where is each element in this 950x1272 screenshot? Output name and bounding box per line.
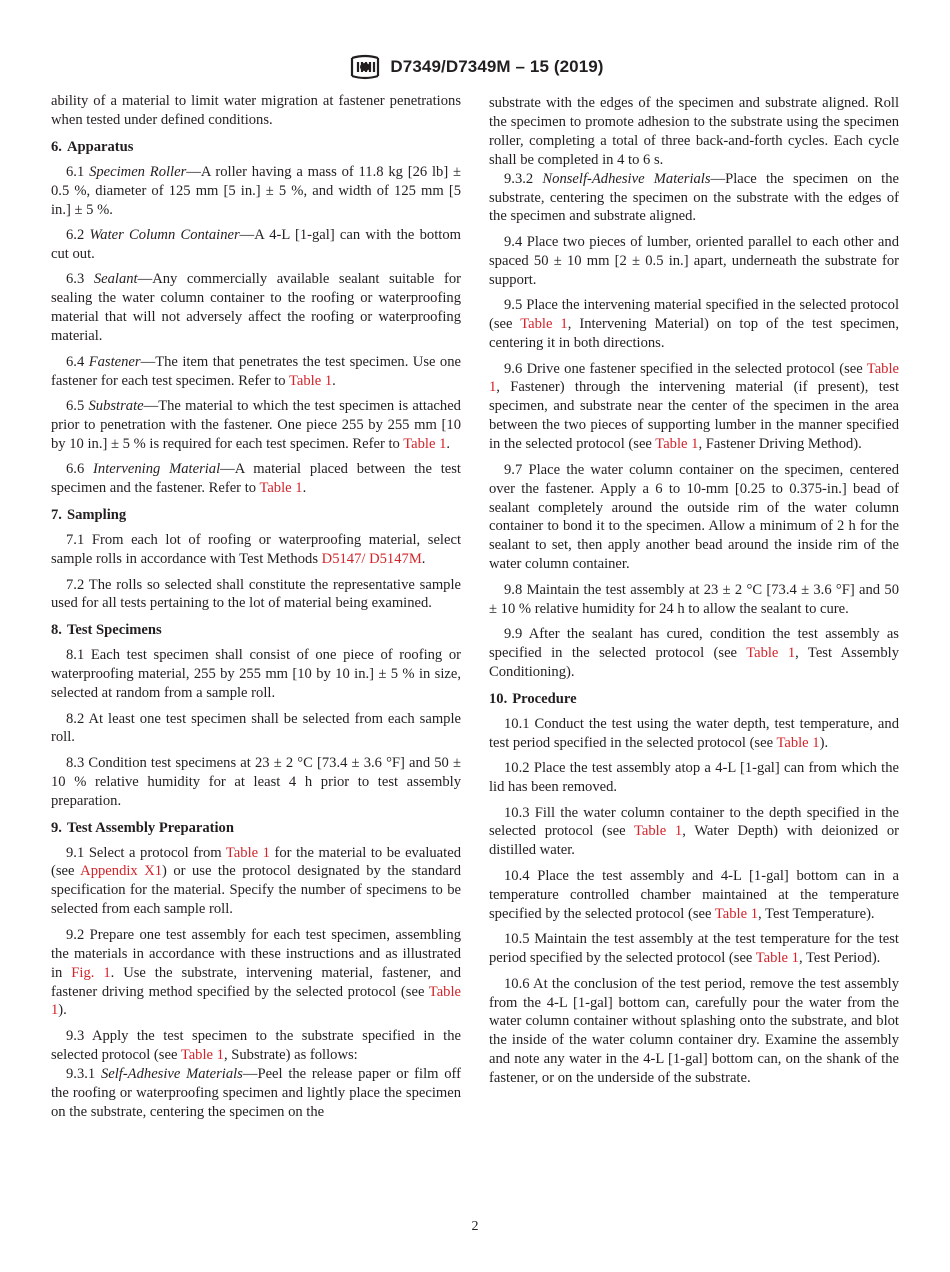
table-link[interactable]: Table 1: [755, 950, 799, 967]
section-heading: 7. Sampling: [51, 507, 127, 524]
page-number: 2: [471, 1219, 479, 1234]
table-link[interactable]: Table 1: [746, 645, 796, 662]
paragraph: 10.3 Fill the water column container to the depth specified in the selected protocol (see Table 1, Water Depth) with deionized or distilled water.: [489, 804, 899, 859]
paragraph: 10.5 Maintain the test assembly at the test temperature for the test period specified by the selected protocol (see Table 1, Test Period).: [489, 931, 899, 967]
figure-link[interactable]: Fig. 1: [71, 964, 111, 981]
paragraph: 9.2 Prepare one test assembly for each test specimen, assembling the materials in accordance with these instructions and as illustrated in Fig. 1. Use the substrate, intervening material, fastener, and fastener driving method specified by the selected protocol (see Table 1).: [51, 926, 462, 1019]
paragraph: 9.9 After the sealant has cured, condition the test assembly as specified in the selected protocol (see Table 1, Test Assembly Conditioning).: [489, 626, 900, 680]
paragraph: 9.4 Place two pieces of lumber, oriented parallel to each other and spaced 50 ± 10 mm [2 ± 0.5 in.] apart, underneath the substrate for support.: [489, 233, 899, 288]
table-link[interactable]: Table 1: [520, 316, 568, 333]
page-header: [0, 52, 950, 82]
paragraph: 9.6 Drive one fastener specified in the selected protocol (see Table 1, Fastener) through the intervening material (if present), test specimen, and substrate near the center of the specimen in the area between the two pieces of supporting lumber in the manner specified in the selected protocol (see Table 1, Fastener Driving Method).: [489, 360, 899, 453]
paragraph: 6.1 Specimen Roller—A roller having a mass of 11.8 kg [26 lb] ± 0.5 %, diameter of 125 mm [5 in.] ± 5 %, and width of 125 mm [5 in.] ± 5 %.: [51, 163, 461, 218]
paragraph: 8.2 At least one test specimen shall be selected from each sample roll.: [51, 710, 461, 746]
paragraph: 10.1 Conduct the test using the water depth, test temperature, and test period specified in the selected protocol (see Table 1).: [489, 715, 899, 751]
table-link[interactable]: Table 1: [634, 823, 683, 840]
table-link[interactable]: Table 1: [714, 905, 759, 922]
paragraph: 8.3 Condition test specimens at 23 ± 2 °C [73.4 ± 3.6 °F] and 50 ± 10 % relative humidity for at least 4 h prior to test assembly preparation.: [51, 754, 462, 809]
left-column: [51, 92, 461, 1121]
paragraph: 7.2 The rolls so selected shall constitute the representative sample used for all tests pertaining to the lot of material being examined.: [51, 576, 461, 612]
paragraph: 6.2 Water Column Container—A 4-L [1-gal] can with the bottom cut out.: [51, 227, 461, 262]
paragraph: 6.3 Sealant—Any commercially available sealant suitable for sealing the water column container to the roofing or waterproofing material that will not adversely affect the roofing or waterproofing material.: [51, 271, 461, 345]
table-link[interactable]: Table 1: [180, 1046, 224, 1063]
table-link[interactable]: Table 1: [51, 983, 461, 1019]
paragraph: 7.1 From each lot of roofing or waterproofing material, select sample rolls in accordance with Test Methods D5147/ D5147M.: [51, 532, 461, 567]
section-heading: 8. Test Specimens: [51, 622, 162, 639]
section-heading: 6. Apparatus: [51, 138, 134, 155]
table-link[interactable]: Table 1: [403, 435, 447, 452]
document-designation: D7349/D7349M – 15 (2019): [390, 57, 604, 76]
paragraph: 6.6 Intervening Material—A material placed between the test specimen and the fastener. Refer to Table 1.: [51, 461, 461, 497]
paragraph: substrate with the edges of the specimen and substrate aligned. Roll the specimen to promote adhesion to the substrate using the specimen roller, completing a total of three back-and-forth cycles. Each cycle shall be completed in 4 to 6 s.: [489, 95, 899, 168]
table-link[interactable]: Table 1: [225, 844, 270, 861]
paragraph: 9.5 Place the intervening material specified in the selected protocol (see Table 1, Intervening Material) on top of the test specimen, centering it in both directions.: [489, 297, 899, 352]
appendix-link[interactable]: Appendix X1: [80, 863, 163, 880]
paragraph: 9.7 Place the water column container on the specimen, centered over the fastener. Apply a 6 to 10-mm [0.25 to 0.375-in.] bead of sealant completely around the outside rim of the water column container to bond it to the specimen. Allow a minimum of 2 h for the sealant to set, then apply another bead around the inside rim of the water column container.: [489, 461, 899, 573]
table-link[interactable]: Table 1: [489, 360, 899, 396]
table-link[interactable]: Table 1: [289, 372, 333, 389]
paragraph: 10.2 Place the test assembly atop a 4-L [1-gal] can from which the lid has been removed.: [489, 760, 899, 796]
paragraph: 6.5 Substrate—The material to which the test specimen is attached prior to penetration with the fastener. One piece 255 by 255 mm [10 by 10 in.] ± 5 % is required for each test specimen. Refer to Table 1.: [51, 398, 461, 452]
astm-logo-icon: [346, 52, 384, 82]
paragraph: 10.6 At the conclusion of the test period, remove the test assembly from the 4-L [1-gal] bottom can, carefully pour the water from the water column container without splashing onto the substrate, and blot the inside of the water column container dry. Examine the assembly and note any water in the 4-L [1-gal] bottom can, on the shank of the fastener, or on the underside of the substrate.: [489, 975, 899, 1087]
paragraph: ability of a material to limit water migration at fastener penetrations when tested under defined conditions.: [51, 93, 461, 128]
paragraph: 6.4 Fastener—The item that penetrates the test specimen. Use one fastener for each test specimen. Refer to Table 1.: [51, 353, 461, 389]
section-heading: 10. Procedure: [489, 690, 577, 707]
right-column: [489, 94, 899, 1095]
paragraph: 9.8 Maintain the test assembly at 23 ± 2 °C [73.4 ± 3.6 °F] and 50 ± 10 % relative humidity for 24 h to allow the sealant to cure.: [489, 581, 899, 617]
paragraph: 9.3.1 Self-Adhesive Materials—Peel the release paper or film off the roofing or waterproofing specimen and lightly place the specimen on the substrate, centering the specimen on the: [51, 1065, 461, 1120]
paragraph: 9.3 Apply the test specimen to the substrate specified in the selected protocol (see Table 1, Substrate) as follows:: [51, 1027, 461, 1063]
section-heading: 9. Test Assembly Preparation: [51, 819, 234, 836]
standard-link[interactable]: D5147/ D5147M: [321, 551, 422, 567]
table-link[interactable]: Table 1: [776, 734, 820, 751]
paragraph: 9.3.2 Nonself-Adhesive Materials—Place the specimen on the substrate, centering the specimen on the substrate with the edges of the specimen and substrate aligned.: [489, 170, 899, 225]
table-link[interactable]: Table 1: [655, 436, 699, 453]
paragraph: 9.1 Select a protocol from Table 1 for the material to be evaluated (see Appendix X1) or use the protocol designated by the standard specification for the material. Specify the number of specimens to be selected from each sample roll.: [51, 844, 462, 918]
paragraph: 8.1 Each test specimen shall consist of one piece of roofing or waterproofing material, 255 by 255 mm [10 by 10 in.] ± 5 % in size, selected at random from a sample roll.: [51, 647, 461, 702]
paragraph: 10.4 Place the test assembly and 4-L [1-gal] bottom can in a temperature controlled chamber maintained at the temperature specified by the selected protocol (see Table 1, Test Temperature).: [489, 867, 899, 922]
table-link[interactable]: Table 1: [259, 480, 303, 497]
